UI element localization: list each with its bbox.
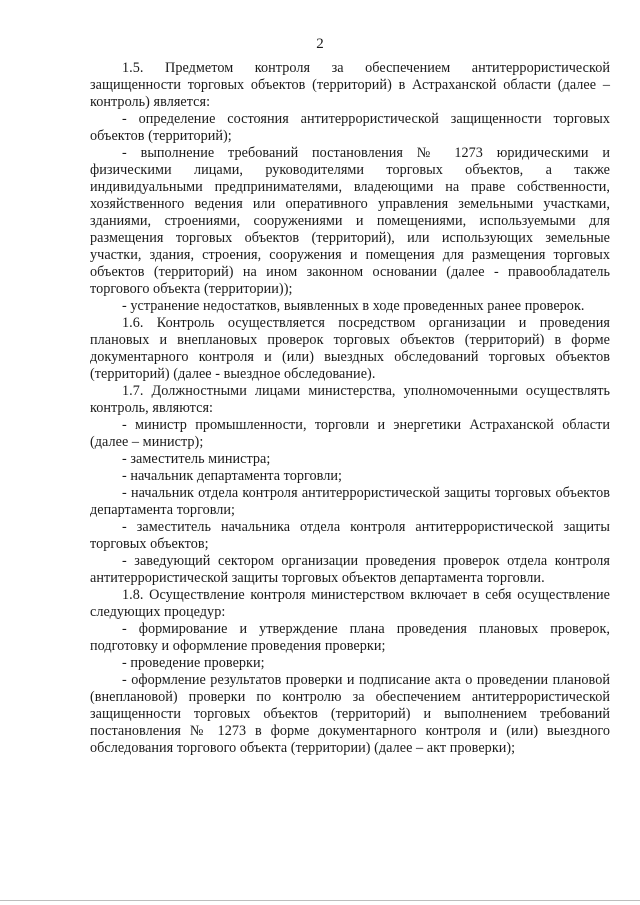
paragraph-procedure-plan: - формирование и утверждение плана проведения плановых проверок, подготовку и оформление проведения проверки;: [90, 621, 610, 654]
page-number: 2: [316, 36, 324, 52]
paragraph-subject-state: - определение состояния антитеррористической защищенности торговых объектов (территорий);: [90, 111, 610, 144]
paragraph-official-deputy-minister: - заместитель министра;: [122, 451, 271, 467]
paragraph-1-8: 1.8. Осуществление контроля министерством включает в себя осуществление следующих процедур:: [90, 587, 610, 620]
paragraph-1-6: 1.6. Контроль осуществляется посредством организации и проведения плановых и внеплановых проверок торговых объектов (территорий) в форме документарного контроля и (или) выездных обследований торговых объектов (территорий) (далее - выездное обследование).: [90, 315, 610, 382]
paragraph-subject-requirements: - выполнение требований постановления № 1273 юридическими и физическими лицами, руководителями торговых объектов, а также индивидуальными предпринимателями, владеющими на праве собственности, хозяйственного ведения или оперативного управления земельными участками, зданиями, строениями, сооружениями и помещениями, используемыми для размещения торговых объектов (территорий), или использующих земельные участки, здания, строения, сооружения и помещения для размещения торговых объектов (территорий) на ином законном основании (далее - правообладатель торгового объекта (территории));: [90, 145, 610, 297]
page-bottom-edge: [0, 900, 640, 901]
paragraph-official-sector-head: - заведующий сектором организации проведения проверок отдела контроля антитеррористической защиты торговых объектов департамента торговли.: [90, 553, 610, 586]
paragraph-procedure-act: - оформление результатов проверки и подписание акта о проведении плановой (внеплановой) проверки по контролю за обеспечением антитеррористической защищенности торговых объектов (территорий) и выполнением требований постановления № 1273 в форме документарного контроля и (или) выездного обследования торгового объекта (территории) (далее – акт проверки);: [90, 672, 610, 756]
paragraph-subject-defects: - устранение недостатков, выявленных в ходе проведенных ранее проверок.: [122, 298, 585, 314]
paragraph-official-minister: - министр промышленности, торговли и энергетики Астраханской области (далее – министр);: [90, 417, 610, 450]
paragraph-procedure-inspection: - проведение проверки;: [122, 655, 265, 671]
paragraph-official-division-head: - начальник отдела контроля антитеррористической защиты торговых объектов департамента торговли;: [90, 485, 610, 518]
paragraph-official-deputy-division-head: - заместитель начальника отдела контроля антитеррористической защиты торговых объектов;: [90, 519, 610, 552]
document-body: [90, 60, 610, 757]
paragraph-official-dept-head: - начальник департамента торговли;: [122, 468, 342, 484]
paragraph-1-5: 1.5. Предметом контроля за обеспечением антитеррористической защищенности торговых объектов (территорий) в Астраханской области (далее – контроль) является:: [90, 60, 610, 110]
paragraph-1-7: 1.7. Должностными лицами министерства, уполномоченными осуществлять контроль, являются:: [90, 383, 610, 416]
